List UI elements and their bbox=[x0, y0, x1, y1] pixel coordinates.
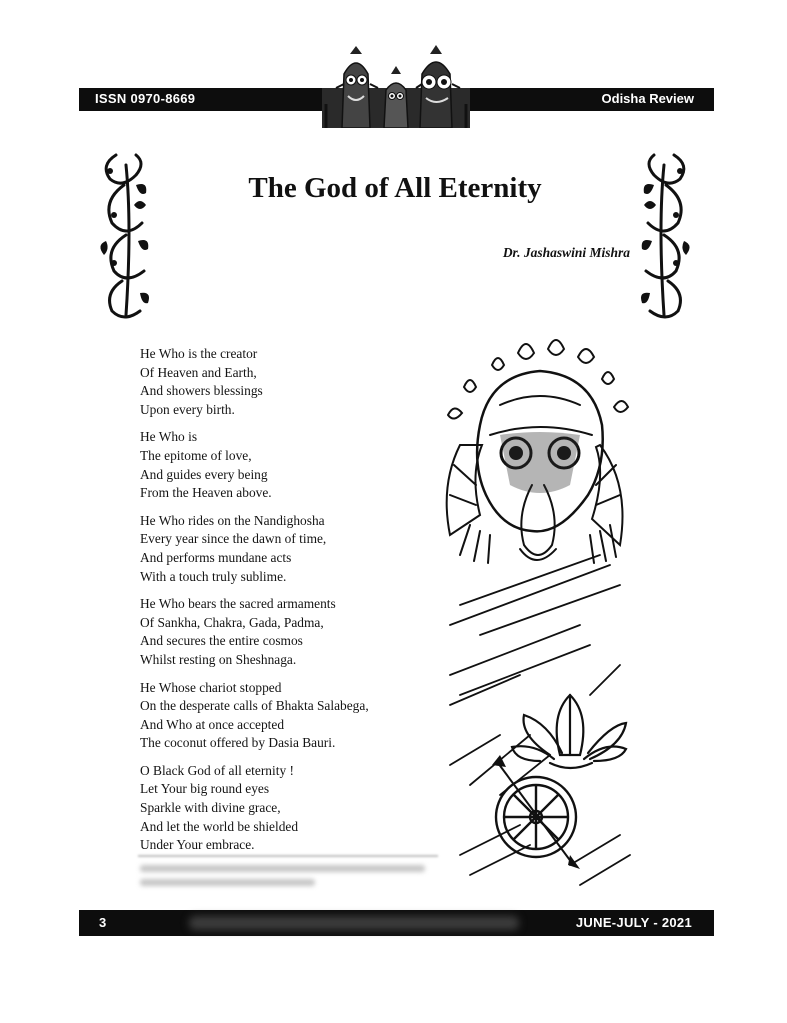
poem-line: He Who bears the sacred armaments bbox=[140, 596, 336, 612]
magazine-name: Odisha Review bbox=[601, 91, 694, 106]
poem-line: And performs mundane acts bbox=[140, 549, 292, 565]
jagannath-chakra-lotus-icon bbox=[420, 335, 650, 895]
jagannath-trinity-icon bbox=[322, 44, 470, 128]
poem-line: He Whose chariot stopped bbox=[140, 679, 282, 695]
poem-line: He Who rides on the Nandighosha bbox=[140, 512, 325, 528]
poem-stanza bbox=[140, 345, 430, 419]
poem-line: O Black God of all eternity ! bbox=[140, 762, 294, 778]
poem-stanza bbox=[140, 762, 430, 855]
floral-scroll-icon bbox=[636, 145, 694, 325]
poem-stanza bbox=[140, 595, 430, 669]
article-title: The God of All Eternity bbox=[248, 172, 542, 204]
footer-bar bbox=[79, 910, 714, 936]
poem-line: And showers blessings bbox=[140, 383, 263, 399]
poem-line: Every year since the dawn of time, bbox=[140, 531, 327, 547]
poem-line: He Who is bbox=[140, 429, 198, 445]
blurred-footnote bbox=[138, 855, 438, 895]
poem-line: Of Heaven and Earth, bbox=[140, 364, 257, 380]
page-number: 3 bbox=[99, 915, 107, 930]
poem-line: Sparkle with divine grace, bbox=[140, 800, 281, 816]
poem-stanza bbox=[140, 679, 430, 753]
author-name: Dr. Jashaswini Mishra bbox=[502, 245, 630, 260]
poem-line: The coconut offered by Dasia Bauri. bbox=[140, 735, 336, 751]
poem-line: Whilst resting on Sheshnaga. bbox=[140, 651, 297, 667]
poem-line: On the desperate calls of Bhakta Salabega, bbox=[140, 698, 369, 714]
poem-line: And let the world be shielded bbox=[140, 818, 299, 834]
poem-stanza bbox=[140, 428, 430, 502]
poem-line: The epitome of love, bbox=[140, 447, 252, 463]
poem-line: He Who is the creator bbox=[140, 346, 258, 361]
poem-line: And Who at once accepted bbox=[140, 716, 285, 732]
poem-stanza bbox=[140, 512, 430, 586]
issue-date: JUNE-JULY - 2021 bbox=[575, 915, 692, 930]
floral-scroll-icon bbox=[96, 145, 154, 325]
issn-label: ISSN 0970-8669 bbox=[95, 91, 196, 106]
blurred-footer-area bbox=[189, 916, 519, 930]
poem-line: Of Sankha, Chakra, Gada, Padma, bbox=[140, 614, 324, 630]
poem-line: Upon every birth. bbox=[140, 401, 235, 417]
poem-line: And guides every being bbox=[140, 466, 268, 482]
poem-line: From the Heaven above. bbox=[140, 485, 272, 501]
poem-line: With a touch truly sublime. bbox=[140, 568, 287, 584]
poem-body bbox=[140, 345, 430, 864]
poem-line: Under Your embrace. bbox=[140, 837, 255, 853]
poem-line: And secures the entire cosmos bbox=[140, 633, 303, 649]
poem-line: Let Your big round eyes bbox=[140, 781, 270, 797]
